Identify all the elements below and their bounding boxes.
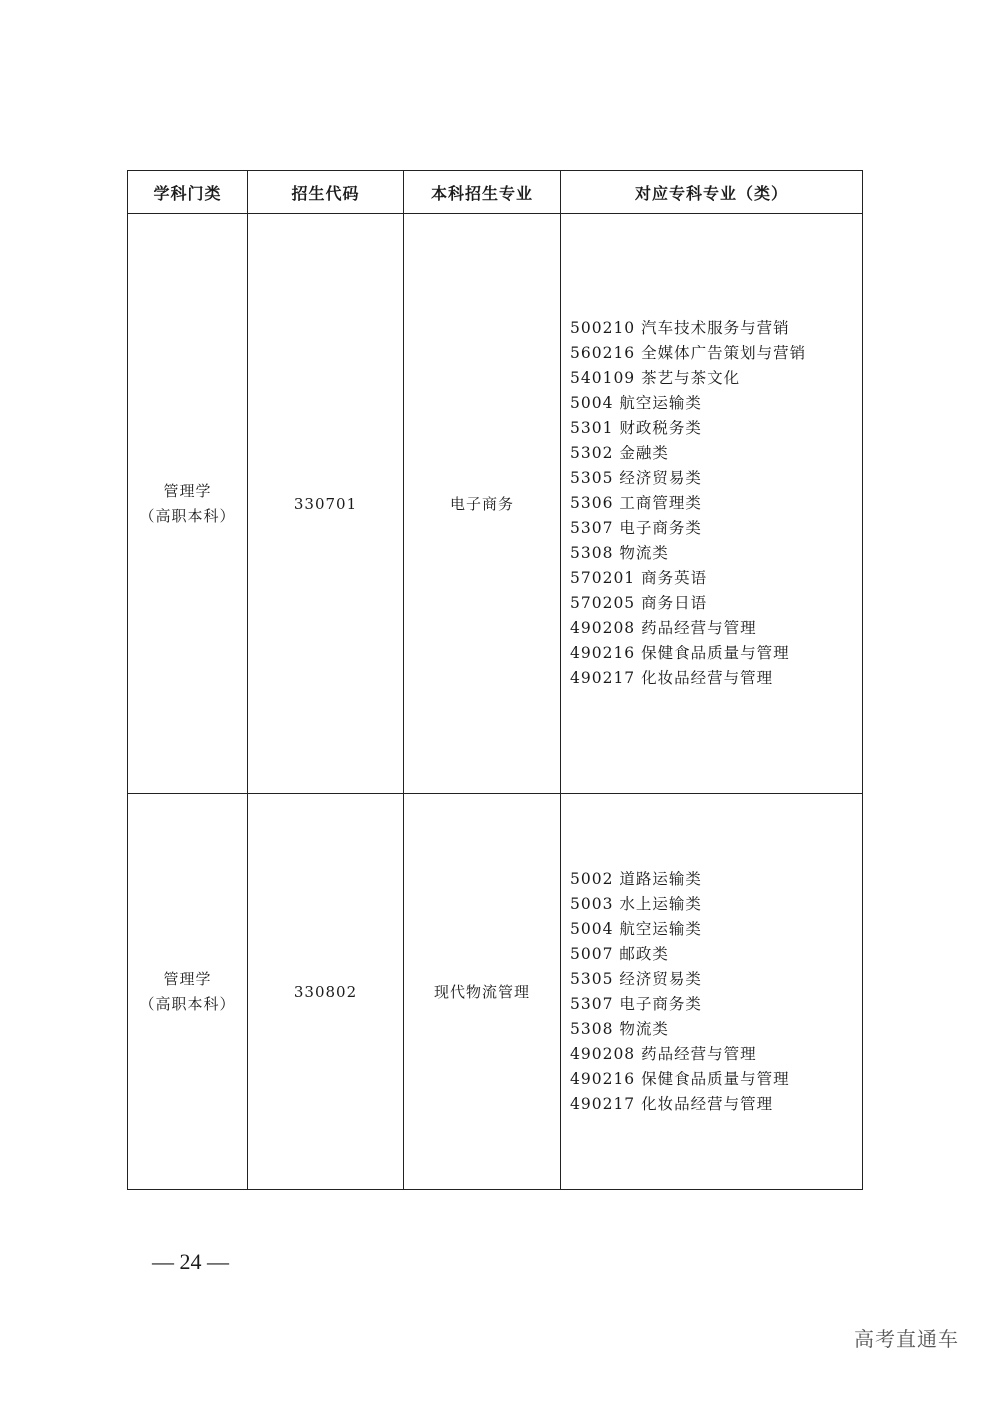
list-item: 5003 水上运输类 bbox=[570, 894, 702, 913]
major-cell: 电子商务 bbox=[404, 214, 561, 794]
header-related: 对应专科专业（类） bbox=[561, 171, 863, 214]
list-item: 5305 经济贸易类 bbox=[570, 469, 702, 487]
header-code: 招生代码 bbox=[248, 171, 404, 214]
category-name: 管理学 bbox=[163, 969, 212, 988]
category-level: （高职本科） bbox=[139, 506, 236, 525]
code-cell: 330701 bbox=[248, 214, 404, 794]
list-item: 5307 电子商务类 bbox=[570, 994, 702, 1013]
related-list bbox=[570, 316, 862, 691]
list-item: 5305 经济贸易类 bbox=[570, 969, 702, 988]
list-item: 5004 航空运输类 bbox=[570, 919, 702, 938]
table-row bbox=[128, 214, 863, 794]
list-item: 5301 财政税务类 bbox=[570, 419, 702, 437]
major-table bbox=[127, 170, 863, 1190]
category-cell bbox=[128, 794, 248, 1190]
list-item: 490208 药品经营与管理 bbox=[570, 1044, 757, 1063]
list-item: 490208 药品经营与管理 bbox=[570, 619, 757, 637]
list-item: 540109 茶艺与茶文化 bbox=[570, 369, 741, 387]
list-item: 5308 物流类 bbox=[570, 544, 669, 562]
related-list bbox=[570, 867, 862, 1117]
list-item: 490217 化妆品经营与管理 bbox=[570, 1094, 774, 1113]
watermark-text: 高考直通车 bbox=[854, 1327, 959, 1351]
major-cell: 现代物流管理 bbox=[404, 794, 561, 1190]
table-header-row bbox=[128, 171, 863, 214]
header-major: 本科招生专业 bbox=[404, 171, 561, 214]
code-cell: 330802 bbox=[248, 794, 404, 1190]
list-item: 5306 工商管理类 bbox=[570, 494, 702, 512]
list-item: 490216 保健食品质量与管理 bbox=[570, 644, 790, 662]
list-item: 5302 金融类 bbox=[570, 444, 669, 462]
list-item: 500210 汽车技术服务与营销 bbox=[570, 319, 790, 337]
list-item: 560216 全媒体广告策划与营销 bbox=[570, 344, 807, 362]
list-item: 570205 商务日语 bbox=[570, 594, 708, 612]
list-item: 5307 电子商务类 bbox=[570, 519, 702, 537]
category-level: （高职本科） bbox=[139, 994, 236, 1013]
category-name: 管理学 bbox=[163, 481, 212, 500]
list-item: 490216 保健食品质量与管理 bbox=[570, 1069, 790, 1088]
related-cell bbox=[561, 214, 863, 794]
table-row bbox=[128, 794, 863, 1190]
header-category: 学科门类 bbox=[128, 171, 248, 214]
page-number: — 24 — bbox=[152, 1249, 229, 1274]
category-cell bbox=[128, 214, 248, 794]
list-item: 5007 邮政类 bbox=[570, 944, 669, 963]
list-item: 5004 航空运输类 bbox=[570, 394, 702, 412]
list-item: 570201 商务英语 bbox=[570, 569, 708, 587]
list-item: 490217 化妆品经营与管理 bbox=[570, 669, 774, 687]
related-cell bbox=[561, 794, 863, 1190]
list-item: 5308 物流类 bbox=[570, 1019, 669, 1038]
list-item: 5002 道路运输类 bbox=[570, 869, 702, 888]
